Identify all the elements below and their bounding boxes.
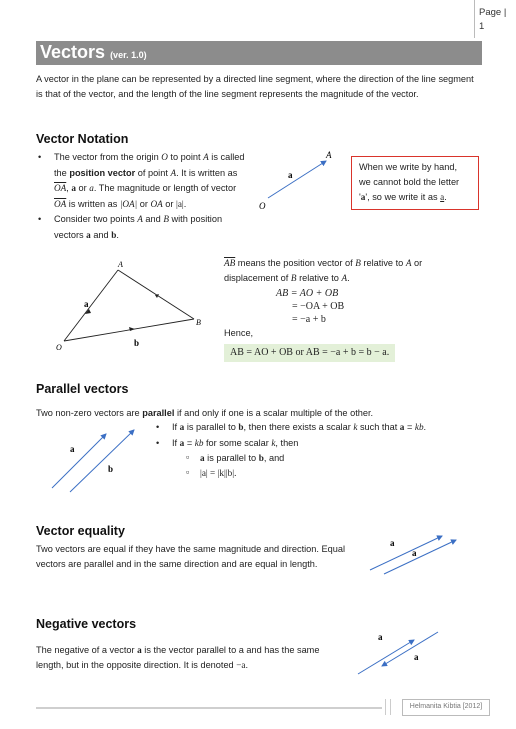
vector-a-label: a [84,299,89,309]
point-b-label: B [196,318,201,327]
page-title: Vectors (ver. 1.0) [40,42,147,62]
section-heading-parallel: Parallel vectors [36,382,129,396]
parallel-list [154,420,474,481]
parallel-definition: Two non-zero vectors are parallel if and only if one is a scalar multiple of the other. [36,408,374,418]
sub-list-item: ▫ a is parallel to b, and [186,451,474,466]
footer-author: Helmanita Kibtia [2012] [402,699,490,716]
section-heading-notation: Vector Notation [36,132,129,146]
hence-label: Hence, [224,328,254,338]
arrow-head-b [129,327,135,331]
equal-vectors-diagram [366,530,462,578]
vector-b-label: b [108,464,114,474]
vector-a-line-2 [384,540,456,574]
negative-text: The negative of a vector a is the vector parallel to a and has the same length, but in the opposite direction. It is denoted −a. [36,645,320,670]
position-vector-diagram [254,148,344,214]
vector-oa-line [268,161,326,198]
vector-ab-side [118,270,194,319]
vector-a-label: a [70,444,75,454]
list-item: • If a is parallel to b, then there exists a scalar k such that a = kb. [154,420,474,436]
intro-paragraph: A vector in the plane can be represented by a directed line segment, where the direction of the line segment is that of the vector, and the length of the line segment represents the magnitude of the vector. [36,74,474,99]
notation-list [36,150,250,243]
equation-line-1: AB = AO + OB [276,288,339,299]
ab-description: $\overline{AB}$ means the position vector of B relative to A or displacement of B relative to A. [224,258,423,283]
section-heading-equality: Vector equality [36,524,125,538]
result-highlight: AB = AO + OB or AB = −a + b = b − a. [224,344,395,362]
vector-a-label: a [412,548,417,558]
list-item: • If a = kb for some scalar k, then ▫ a is parallel to b, and ▫ |a| = |k||b|. [154,436,474,482]
origin-label: O [259,201,266,211]
negative-vectors-diagram [352,624,444,680]
vector-a-label: a [390,538,395,548]
vector-a-label: a [378,632,383,642]
point-a-label: A [326,150,332,160]
list-item: • The vector from the origin O to point A is called the position vector of point A. It is written as $\overline{OA}$, a or a. The magnitude or length of vector $\overline{OA}$ is written as |OA| or OA or |a|. [36,150,250,212]
equation-line-2: = −OA + OB [292,301,345,312]
vector-a-side [64,270,118,341]
vector-b-label: b [134,338,140,348]
equation-line-3: = −a + b [292,314,326,325]
origin-label: O [56,343,62,352]
triangle-diagram [56,257,216,357]
vector-neg-a-line [382,632,438,666]
point-a-label: A [118,260,123,269]
handwriting-note: When we write by hand, we cannot bold the letter 'a', so we write it as a. [351,156,479,210]
vector-a-line-1 [370,536,442,570]
section-heading-negative: Negative vectors [36,617,137,631]
page-number: Page | 1 [479,7,507,32]
footer-rule [36,707,382,709]
list-item: • Consider two points A and B with position vectors a and b. [36,212,250,243]
sub-list-item: ▫ |a| = |k||b|. [186,466,474,481]
header-divider [474,0,475,38]
derivation [276,287,344,326]
vector-a-line [52,434,106,488]
vector-a-label: a [414,652,419,662]
title-bar [36,41,482,65]
vector-a-label: a [288,170,293,180]
parallel-vectors-diagram [46,428,142,496]
vector-a-line [358,640,414,674]
vector-b-side [64,319,194,341]
equality-text: Two vectors are equal if they have the same magnitude and direction. Equal vectors are parallel and in the same direction and are equal in length. [36,544,345,569]
footer-divider [385,699,391,715]
